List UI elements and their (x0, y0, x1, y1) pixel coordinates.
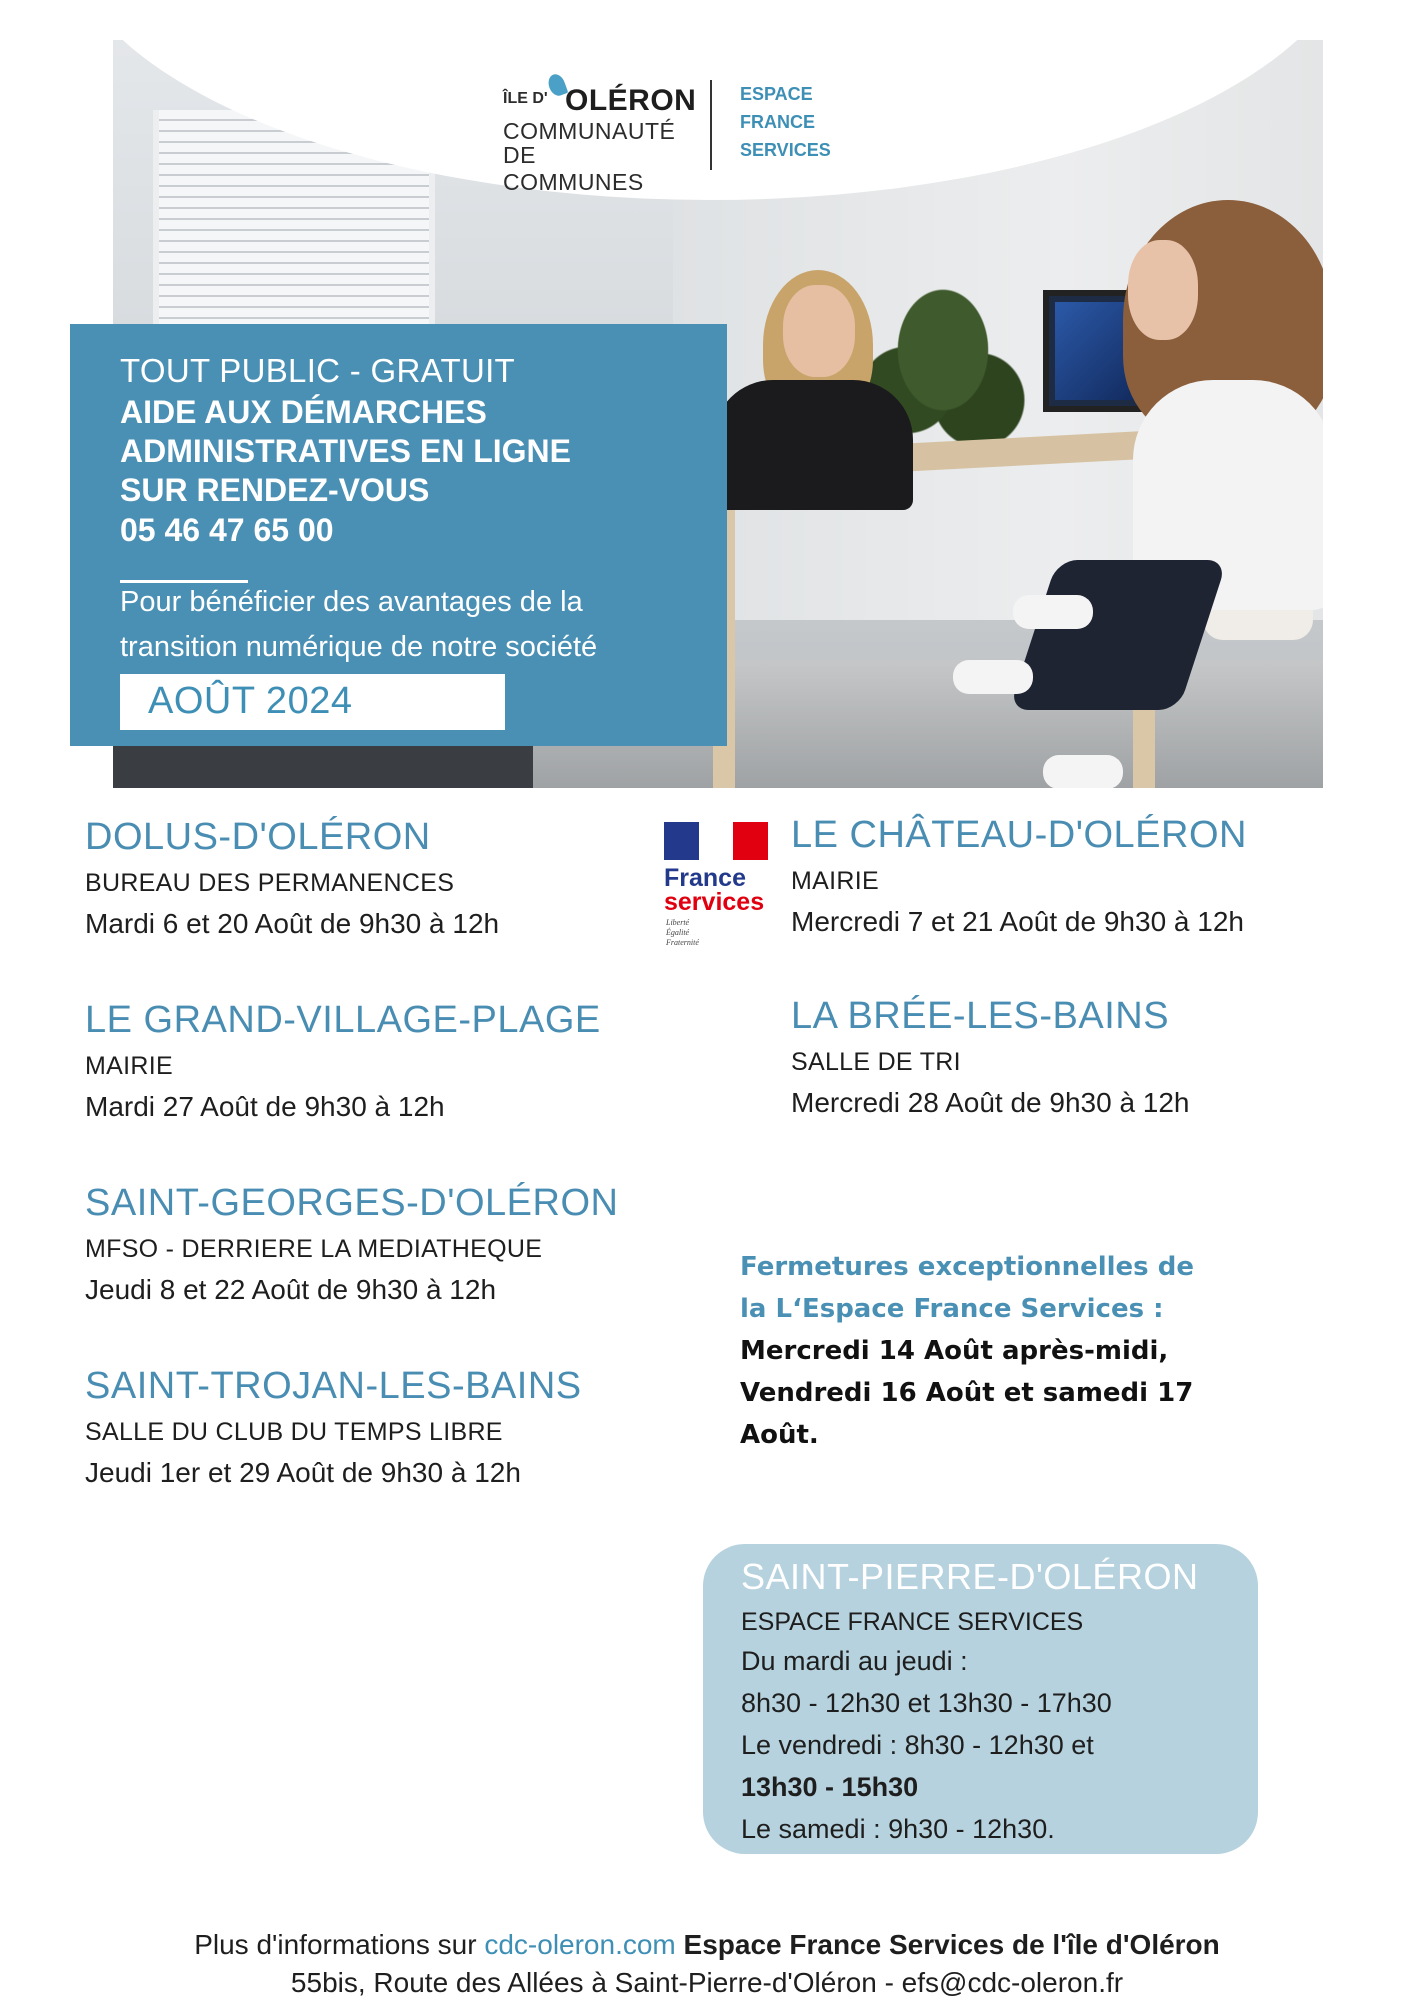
location-saint-trojan: SAINT-TROJAN-LES-BAINS SALLE DU CLUB DU TEMPS LIBRE Jeudi 1er et 29 Août de 9h30 à 12h (85, 1365, 582, 1488)
month-banner (120, 674, 505, 730)
marianne-flag-icon (664, 822, 768, 860)
subtitle-line-2: transition numérique de notre société (120, 631, 598, 663)
info-box (70, 324, 727, 746)
efs-logo-text: ESPACE FRANCE SERVICES (740, 84, 831, 160)
headline-line-3: SUR RENDEZ-VOUS (120, 472, 430, 508)
closures-notice: Fermetures exceptionnelles de la L‘Espace France Services : Mercredi 14 Août après-midi, Vendredi 16 Août et samedi 17 Août. (740, 1252, 1194, 1450)
location-grand-village: LE GRAND-VILLAGE-PLAGE MAIRIE Mardi 27 Août de 9h30 à 12h (85, 999, 601, 1122)
advisor-person (713, 380, 913, 510)
subtitle-line-1: Pour bénéficier des avantages de la (120, 586, 583, 618)
saint-pierre-title: SAINT-PIERRE-D'OLÉRON (741, 1556, 1199, 1597)
divider (120, 580, 248, 583)
location-dolus: DOLUS-D'OLÉRON BUREAU DES PERMANENCES Mardi 6 et 20 Août de 9h30 à 12h (85, 816, 500, 939)
month-label: AOÛT 2024 (148, 680, 353, 722)
headline-line-2: ADMINISTRATIVES EN LIGNE (120, 433, 571, 469)
cdc-oleron-logo: ÎLE D' OLÉRON COMMUNAUTÉ DE COMMUNES (503, 70, 683, 170)
audience-text: TOUT PUBLIC - GRATUIT (120, 352, 516, 389)
logo-separator (710, 80, 712, 170)
location-chateau: LE CHÂTEAU-D'OLÉRON MAIRIE Mercredi 7 et 21 Août de 9h30 à 12h (791, 814, 1247, 937)
location-saint-georges: SAINT-GEORGES-D'OLÉRON MFSO - DERRIERE LA MEDIATHEQUE Jeudi 8 et 22 Août de 9h30 à 12h (85, 1182, 619, 1305)
phone-number: 05 46 47 65 00 (120, 512, 334, 548)
saint-pierre-box: SAINT-PIERRE-D'OLÉRON ESPACE FRANCE SERVICES Du mardi au jeudi : 8h30 - 12h30 et 13h30 - 17h30 Le vendredi : 8h30 - 12h30 et 13h30 - 15h30 Le samedi : 9h30 - 12h30. (703, 1544, 1258, 1854)
headline-line-1: AIDE AUX DÉMARCHES (120, 394, 487, 430)
footer: Plus d'informations sur cdc-oleron.com Espace France Services de l'île d'Oléron 55bis, Route des Allées à Saint-Pierre-d'Oléron - efs@cdc-oleron.fr (0, 1926, 1414, 2002)
france-services-logo: France services Liberté Égalité Fraternité (664, 822, 774, 952)
location-la-bree: LA BRÉE-LES-BAINS SALLE DE TRI Mercredi 28 Août de 9h30 à 12h (791, 995, 1190, 1118)
website-link[interactable]: cdc-oleron.com (484, 1929, 676, 1960)
footer-address: 55bis, Route des Allées à Saint-Pierre-d'Oléron - efs@cdc-oleron.fr (290, 1967, 1124, 1998)
